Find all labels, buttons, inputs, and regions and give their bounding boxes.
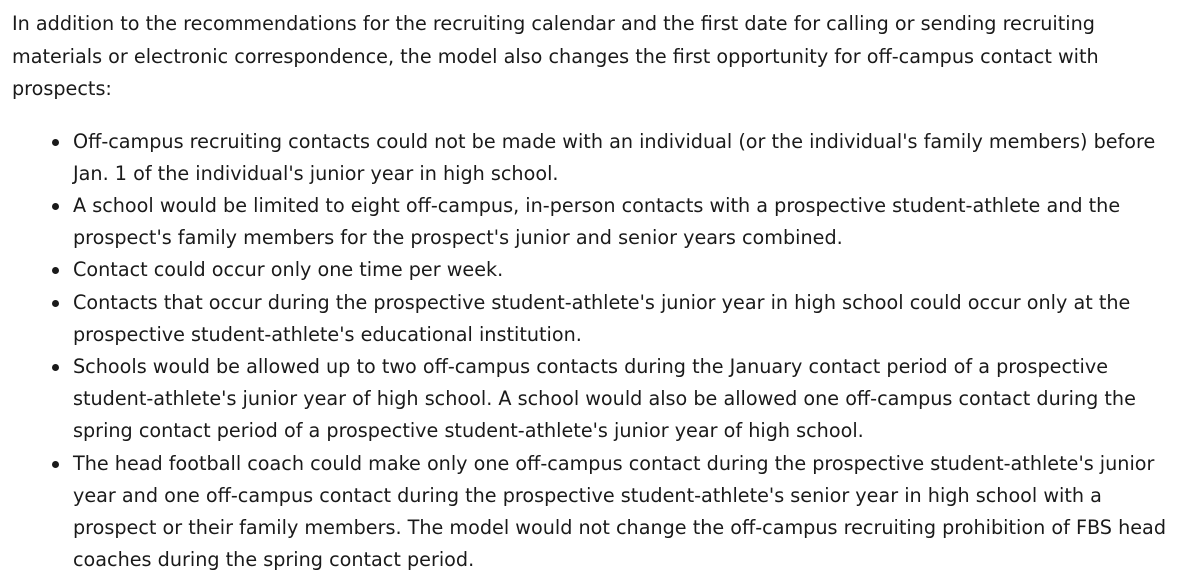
list-item — [12, 448, 1188, 577]
list-item — [12, 351, 1188, 448]
bullet-list — [12, 126, 1188, 577]
list-item — [12, 254, 1188, 286]
bullet-icon — [52, 139, 59, 146]
list-item-text: Schools would be allowed up to two off-campus contacts during the January contact period of a prospective student-athlete's junior year of high school. A school would also be allowed one off-campus contact during the spring contact period of a prospective student-athlete's junior year of high school. — [73, 354, 1136, 443]
intro-paragraph: In addition to the recommendations for the recruiting calendar and the first date for calling or sending recruiting materials or electronic correspondence, the model also changes the first opportunity for off-campus contact with prospects: — [12, 12, 1099, 100]
list-item — [12, 190, 1188, 254]
list-item — [12, 126, 1188, 190]
list-item-text: Contact could occur only one time per week. — [73, 258, 504, 282]
list-item-text: The head football coach could make only one off-campus contact during the prospective student-athlete's junior year and one off-campus contact during the prospective student-athlete's senior year in high school with a prospect or their family members. The model would not change the off-campus recruiting prohibition of FBS head coaches during the spring contact period. — [73, 451, 1166, 572]
bullet-icon — [52, 203, 59, 210]
list-item-text: Contacts that occur during the prospective student-athlete's junior year in high school could occur only at the prospective student-athlete's educational institution. — [73, 290, 1131, 346]
list-item-text: A school would be limited to eight off-campus, in-person contacts with a prospective student-athlete and the prospect's family members for the prospect's junior and senior years combined. — [73, 193, 1121, 250]
bullet-icon — [52, 364, 59, 371]
bullet-icon — [52, 300, 59, 307]
list-item — [12, 287, 1188, 351]
bullet-icon — [52, 267, 59, 274]
list-item-text: Off-campus recruiting contacts could not be made with an individual (or the individual's family members) before Jan. 1 of the individual's junior year in high school. — [73, 129, 1156, 185]
bullet-icon — [52, 461, 59, 468]
